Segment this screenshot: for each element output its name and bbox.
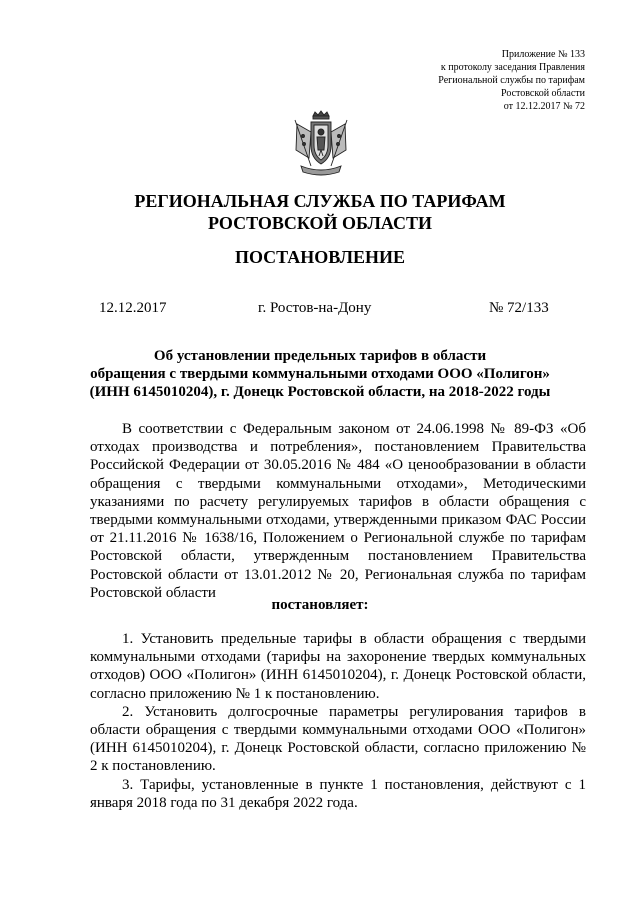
document-subject-line: Об установлении предельных тарифов в области bbox=[153, 348, 487, 364]
resolution-item: 2. Установить долгосрочные параметры регулирования тарифов в области обращения с твердыми коммунальными отходами ООО «Полигон» (ИНН 6145010204), г. Донецк Ростовской области, согласно приложению № 2 к постановлению. bbox=[90, 703, 586, 775]
appendix-note-line: от 12.12.2017 № 72 bbox=[503, 101, 585, 112]
resolution-item: 1. Установить предельные тарифы в области обращения с твердыми коммунальными отходами (тарифы на захоронение твердых коммунальных отходов) ООО «Полигон» (ИНН 6145010204), г. Донецк Ростовской области, согласно приложению № 1 к постановлению. bbox=[90, 631, 586, 702]
resolution-item: 3. Тарифы, установленные в пункте 1 постановления, действуют с 1 января 2018 года по 31 декабря 2022 года. bbox=[90, 776, 586, 811]
organization-title bbox=[0, 190, 640, 234]
resolution-items bbox=[90, 630, 586, 812]
organization-title-line: РЕГИОНАЛЬНАЯ СЛУЖБА ПО ТАРИФАМ bbox=[134, 191, 506, 211]
document-type: ПОСТАНОВЛЕНИЕ bbox=[234, 247, 406, 267]
resolves-heading: постановляет: bbox=[271, 597, 369, 613]
document-subject bbox=[0, 347, 640, 401]
document-number: № 72/133 bbox=[489, 300, 549, 316]
appendix-note bbox=[438, 48, 585, 113]
document-date: 12.12.2017 bbox=[99, 300, 167, 316]
document-meta-row bbox=[0, 300, 640, 318]
appendix-note-line: к протоколу заседания Правления bbox=[440, 62, 585, 73]
document-subject-line: обращения с твердыми коммунальными отходами ООО «Полигон» bbox=[90, 366, 550, 382]
rostov-oblast-coat-of-arms-icon bbox=[291, 110, 351, 178]
document-city: г. Ростов-на-Дону bbox=[258, 300, 372, 316]
preamble-paragraph: В соответствии с Федеральным законом от 24.06.1998 № 89-ФЗ «Об отходах производства и потребления», постановлением Правительства Российской Федерации от 30.05.2016 № 484 «О ценообразовании в области обращения с твердыми коммунальными отходами», Методическими указаниями по расчету регулируемых тарифов в области обращения с твердыми коммунальными отходами, утвержденными приказом ФАС России от 21.11.2016 № 1638/16, Положением о Региональной службе по тарифам Ростовской области, утвержденным постановлением Правительства Ростовской области от 13.01.2012 № 20, Региональная служба по тарифам Ростовской области bbox=[90, 421, 586, 601]
appendix-note-line: Региональной службы по тарифам bbox=[438, 75, 585, 86]
organization-title-line: РОСТОВСКОЙ ОБЛАСТИ bbox=[208, 213, 432, 233]
document-subject-line: (ИНН 6145010204), г. Донецк Ростовской области, на 2018-2022 годы bbox=[89, 384, 551, 400]
appendix-note-line: Приложение № 133 bbox=[501, 49, 585, 60]
appendix-note-line: Ростовской области bbox=[501, 88, 585, 99]
preamble bbox=[90, 420, 586, 602]
